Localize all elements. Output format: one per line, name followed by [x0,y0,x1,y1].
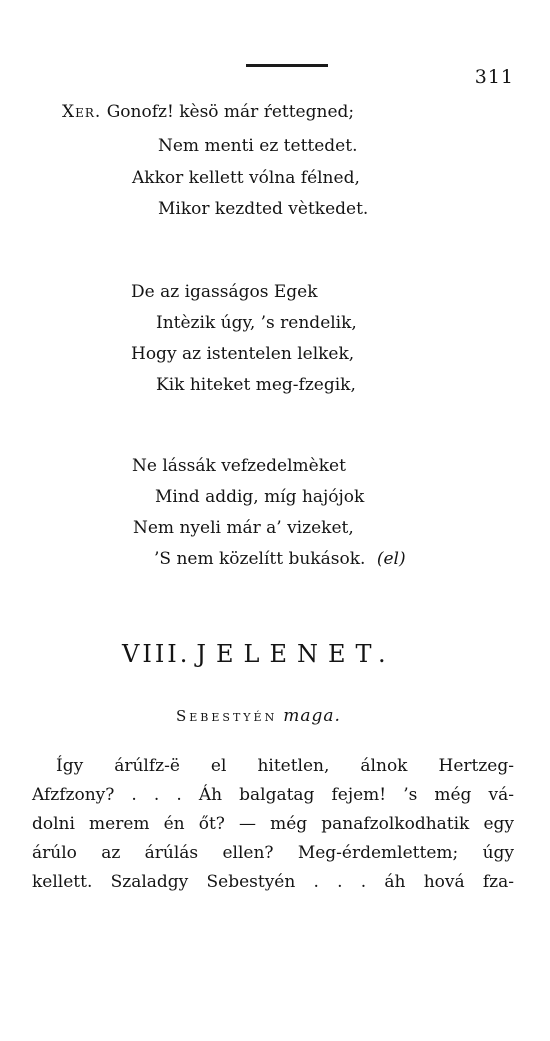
verse-line: Mikor kezdted vètkedet. [158,199,369,219]
verse-text: ’S nem közelítt bukások. [154,549,366,569]
verse-line: Akkor kellett vólna félned, [132,168,360,188]
scene-heading [122,640,396,668]
stage-direction: maga. [283,706,341,726]
verse-line: Hogy az istentelen lelkek, [131,344,355,364]
page-number: 311 [474,66,514,88]
prose-line: árúlo az árúlás ellen? Meg-érdemlettem; úgy [32,843,514,863]
verse-text: Gonofz! kèsö már ŕettegned; [106,102,355,122]
speaker-name: Xer. [62,102,102,122]
verse-line [154,549,406,569]
prose-line: kellett. Szaladgy Sebestyén . . . áh hová fza- [32,872,514,892]
scene-title: JELENET. [196,640,396,668]
verse-line: Ne lássák vefzedelmèket [132,456,346,476]
prose-paragraph [32,752,514,897]
scene-character-line [176,706,341,726]
verse-line: Kik hiteket meg-fzegik, [156,375,356,395]
verse-line: Intèzik úgy, ’s rendelik, [156,313,357,333]
verse-line: Nem menti ez tettedet. [158,136,358,156]
prose-line: Így árúlfz-ë el hitetlen, álnok Hertzeg- [56,756,514,776]
verse-line [62,102,354,122]
header-rule [246,64,328,67]
scene-number: VIII. [122,640,191,668]
stage-direction-exit: (el) [376,549,406,569]
verse-line: Mind addig, míg hajójok [155,487,365,507]
verse-line: Nem nyeli már a’ vizeket, [133,518,354,538]
verse-line: De az igasságos Egek [131,282,318,302]
prose-line: dolni merem én őt? — még panafzolkodhatik egy [32,814,514,834]
character-name: Sebestyén [176,707,278,725]
prose-line: Afzfzony? . . . Áh balgatag fejem! ’s még vá- [32,785,514,805]
